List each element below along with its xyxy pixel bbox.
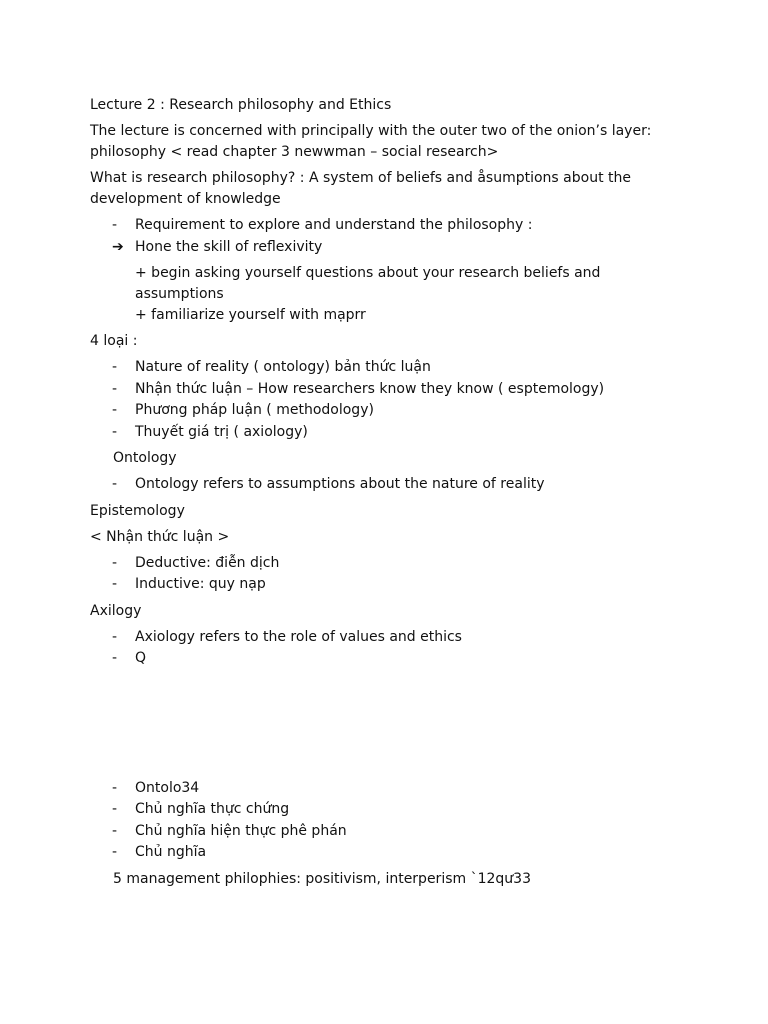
- blank-space: [90, 675, 690, 778]
- list-item: ➔ Hone the skill of reflexivity: [90, 237, 690, 259]
- dash-bullet: -: [112, 402, 118, 418]
- document-title: Lecture 2 : Research philosophy and Ethics: [90, 97, 392, 113]
- intro-paragraph: The lecture is concerned with principally with the outer two of the onion’s layer: philosophy < read chapter 3 newwman – social research>: [90, 123, 652, 160]
- ontology-heading: Ontology: [113, 450, 177, 466]
- list-item: - Phương pháp luận ( methodology): [90, 400, 690, 422]
- four-types-list: [90, 357, 690, 443]
- management-philosophies-line: 5 management philophies: positivism, interperism `12qư33: [113, 870, 531, 887]
- dash-bullet: -: [112, 844, 118, 860]
- list-item: - Requirement to explore and understand the philosophy :: [90, 215, 690, 237]
- sub-item: + begin asking yourself questions about your research beliefs and assumptions: [135, 265, 601, 302]
- list-item: - Nature of reality ( ontology) bản thức luận: [90, 357, 690, 379]
- list-item: - Axiology refers to the role of values and ethics: [90, 627, 690, 649]
- list-item: - Nhận thức luận – How researchers know they know ( esptemology): [90, 379, 690, 401]
- list-item: - Ontolo34: [90, 778, 690, 800]
- dash-bullet: -: [112, 217, 118, 233]
- list-item: - Ontology refers to assumptions about the nature of reality: [90, 474, 690, 496]
- list-item: - Inductive: quy nạp: [90, 574, 690, 596]
- question-paragraph: What is research philosophy? : A system of beliefs and åsumptions about the development of knowledge: [90, 170, 631, 207]
- philosophy-list: [90, 778, 690, 864]
- epistemology-heading: Epistemology: [90, 502, 185, 519]
- list-item: - Chủ nghĩa: [90, 842, 690, 864]
- list-item: - Chủ nghĩa hiện thực phê phán: [90, 821, 690, 843]
- dash-bullet: -: [112, 576, 118, 592]
- dash-bullet: -: [112, 554, 118, 571]
- document-page: [90, 95, 690, 895]
- list-item: - Q: [90, 648, 690, 670]
- epistemology-list: [90, 553, 690, 596]
- dash-bullet: -: [112, 359, 118, 375]
- arrow-bullet-icon: ➔: [112, 238, 124, 255]
- dash-bullet: -: [112, 822, 118, 839]
- axiology-list: [90, 627, 690, 670]
- ontology-list: [90, 474, 690, 496]
- sub-item: + familiarize yourself with mạprr: [135, 307, 366, 323]
- list-item: - Deductive: điễn dịch: [90, 553, 690, 575]
- dash-bullet: -: [112, 380, 118, 397]
- dash-bullet: -: [112, 628, 118, 645]
- epistemology-subheading: < Nhận thức luận >: [90, 528, 230, 545]
- dash-bullet: -: [112, 779, 118, 796]
- dash-bullet: -: [112, 650, 118, 666]
- list-item: - Chủ nghĩa thực chứng: [90, 799, 690, 821]
- dash-bullet: -: [112, 801, 118, 817]
- list-item: - Thuyết giá trị ( axiology): [90, 422, 690, 444]
- requirement-list: [90, 215, 690, 258]
- four-types-heading: 4 loại :: [90, 333, 138, 349]
- dash-bullet: -: [112, 423, 118, 440]
- axiology-heading: Axilogy: [90, 602, 142, 619]
- dash-bullet: -: [112, 476, 118, 492]
